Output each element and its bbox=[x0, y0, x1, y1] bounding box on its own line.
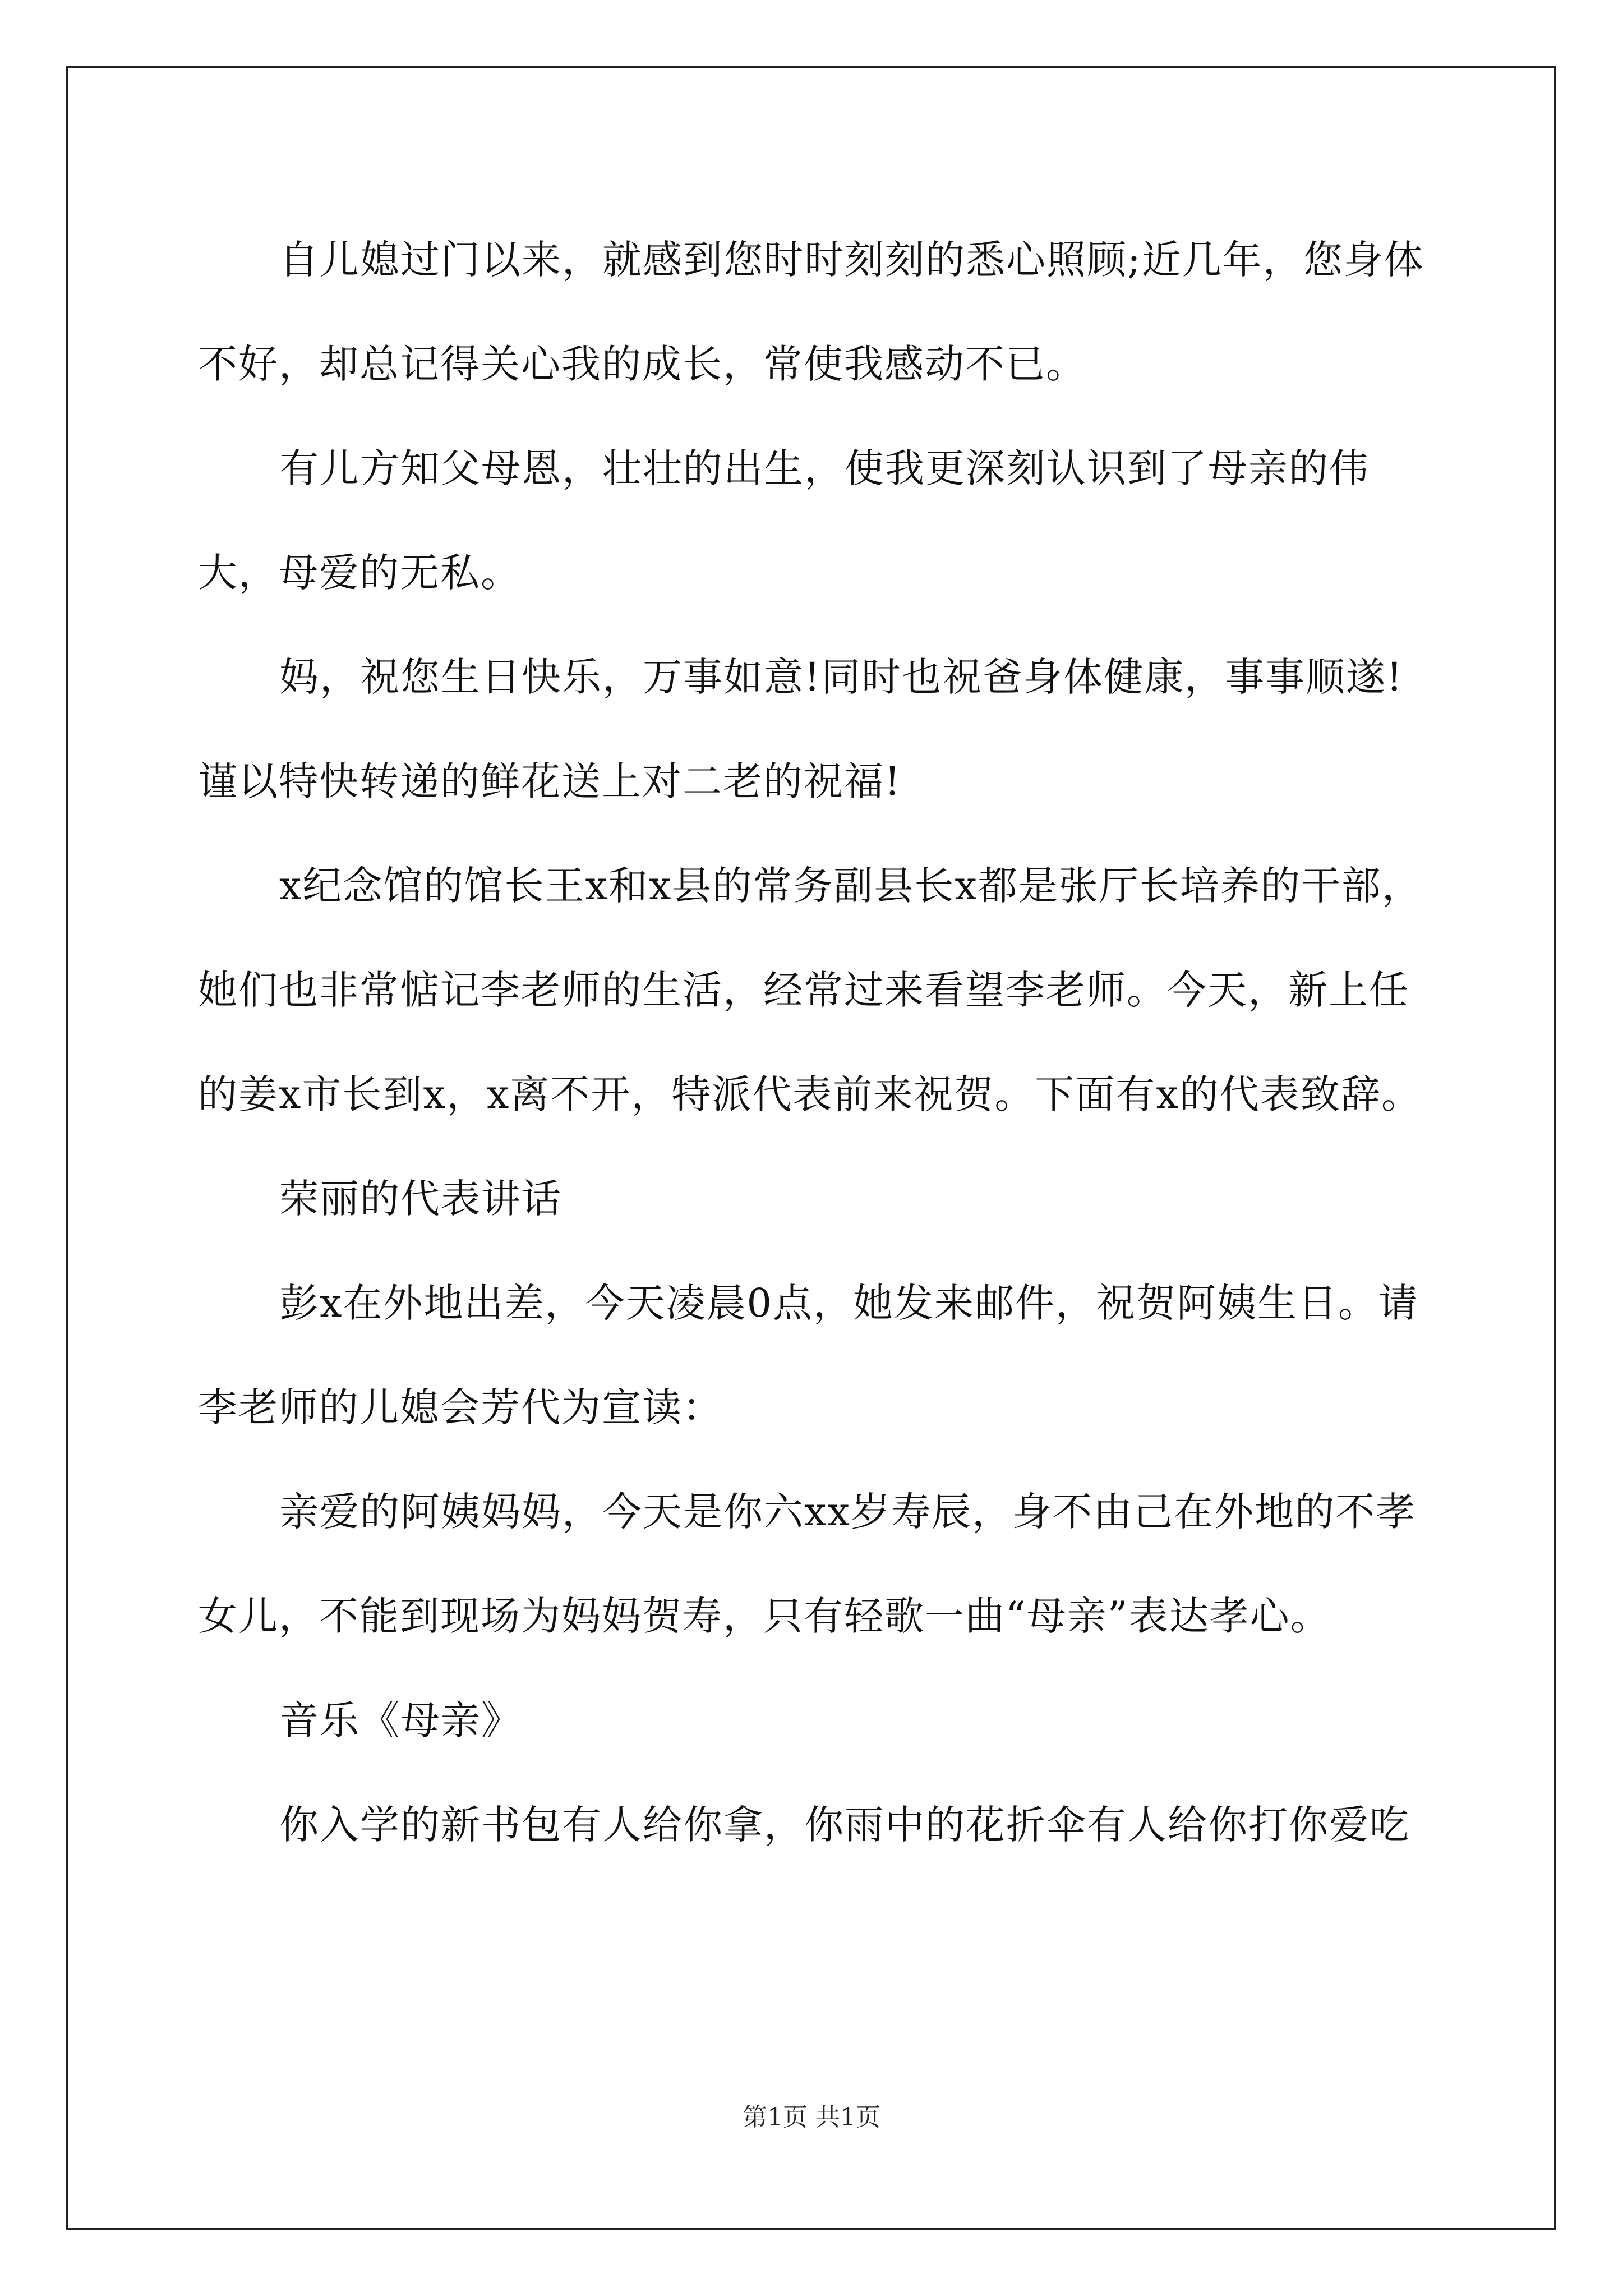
paragraph: 你入学的新书包有人给你拿，你雨中的花折伞有人给你打你爱吃 bbox=[279, 1802, 1410, 1848]
document-body bbox=[198, 208, 1432, 1877]
paragraph: 亲爱的阿姨妈妈，今天是你六xx岁寿辰，身不由己在外地的不孝女儿，不能到现场为妈妈贺寿，只有轻歌一曲“母亲”表达孝心。 bbox=[198, 1489, 1416, 1639]
paragraph: 荣丽的代表讲话 bbox=[279, 1176, 562, 1222]
paragraph: 彭x在外地出差，今天凌晨0点，她发来邮件，祝贺阿姨生日。请李老师的儿媳会芳代为宣读： bbox=[198, 1280, 1419, 1430]
paragraph: 自儿媳过门以来，就感到您时时刻刻的悉心照顾;近几年，您身体不好，却总记得关心我的成长，常使我感动不已。 bbox=[198, 237, 1424, 387]
page-number-footer: 第1页 共1页 bbox=[743, 2103, 880, 2132]
paragraph: 有儿方知父母恩，壮壮的出生，使我更深刻认识到了母亲的伟大，母爱的无私。 bbox=[198, 445, 1370, 596]
paragraph: 妈，祝您生日快乐，万事如意!同时也祝爸身体健康，事事顺遂!谨以特快转递的鲜花送上对二老的祝福! bbox=[198, 654, 1404, 804]
paragraph: x纪念馆的馆长王x和x县的常务副县长x都是张厅长培养的干部，她们也非常惦记李老师的生活，经常过来看望李老师。今天，新上任的姜x市长到x，x离不开，特派代表前来祝贺。下面有x的代表致辞。 bbox=[198, 863, 1422, 1117]
paragraph: 音乐《母亲》 bbox=[279, 1697, 522, 1743]
